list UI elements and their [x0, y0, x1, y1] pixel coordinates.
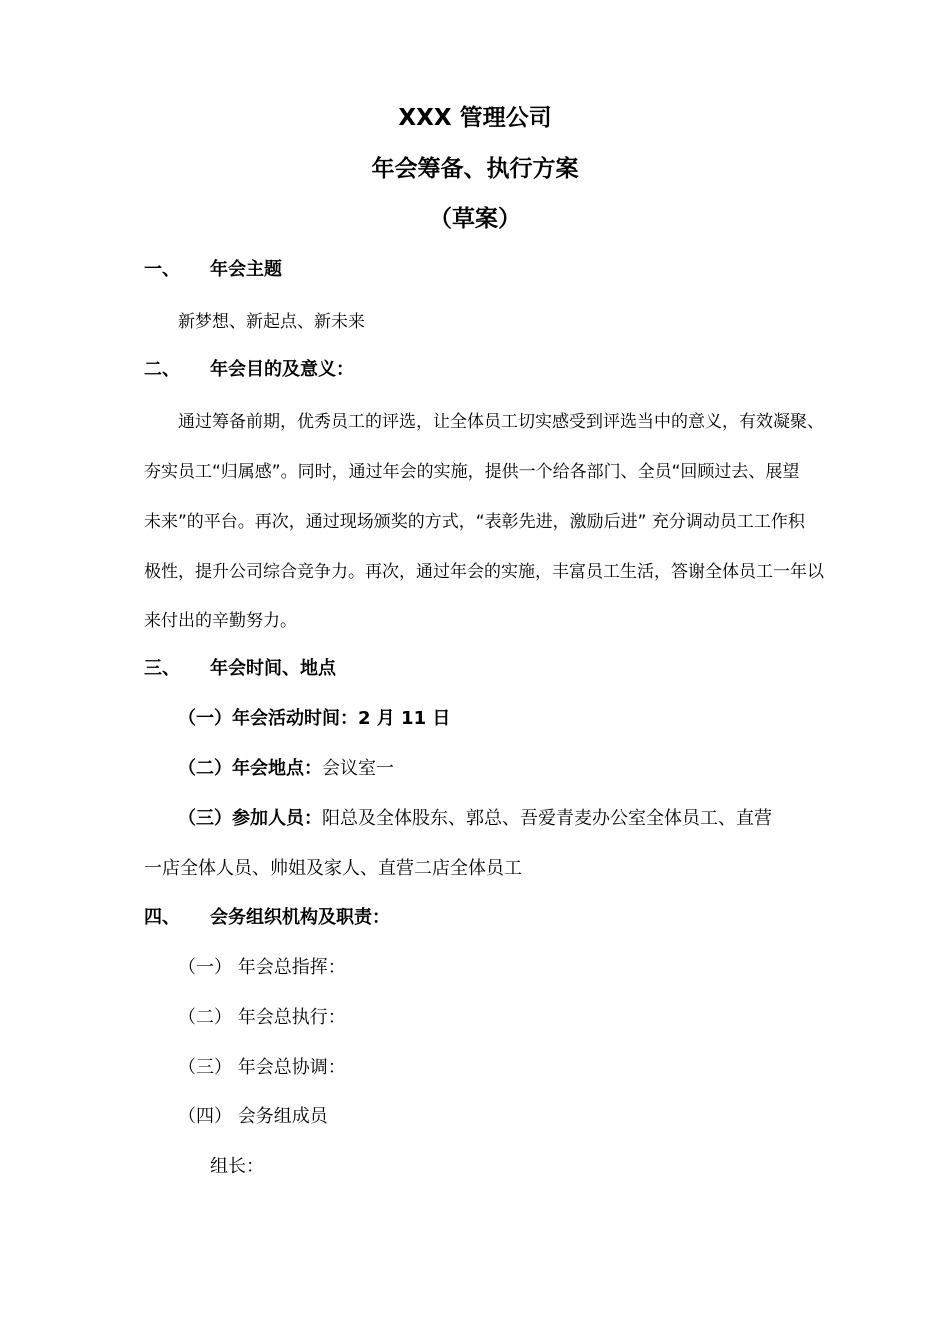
section2-number: 二、: [144, 359, 180, 380]
section3-title: 年会时间、地点: [210, 658, 336, 679]
section1-heading: [144, 258, 282, 282]
section2-paragraph-line: 未来”的平台。再次，通过现场颁奖的方式，“表彰先进，激励后进” 充分调动员工工作积: [144, 512, 805, 532]
section4-item: [178, 1056, 346, 1080]
section4-item-number: （二）: [178, 1007, 232, 1028]
section2-paragraph-line: 夯实员工“归属感”。同时，通过年会的实施，提供一个给各部门、全员“回顾过去、展望: [144, 462, 800, 482]
section2-paragraph-line: 通过筹备前期，优秀员工的评选，让全体员工切实感受到评选当中的意义，有效凝聚、: [178, 412, 824, 432]
section3-item-time: （一）年会活动时间：2 月 11 日: [178, 708, 451, 729]
section4-item-number: （一）: [178, 957, 232, 978]
section4-item-text: 会务组成员: [237, 1106, 328, 1127]
participants-continued: 一店全体人员、帅姐及家人、直营二店全体员工: [144, 858, 522, 879]
section4-item: [178, 956, 346, 980]
participants-value: 阳总及全体股东、郭总、吾爱青麦办公室全体员工、直营: [322, 808, 772, 829]
section3-item-location: [178, 757, 394, 781]
section1-number: 一、: [144, 259, 180, 280]
section4-item: [178, 1105, 328, 1129]
section3-number: 三、: [144, 658, 180, 679]
section4-item-text: 年会总指挥：: [237, 957, 346, 978]
section1-title: 年会主题: [210, 259, 282, 280]
leader-label: 组长：: [210, 1156, 264, 1177]
doc-title-draft: （草案）: [429, 206, 521, 232]
doc-title-main: 年会筹备、执行方案: [371, 156, 579, 182]
section2-paragraph-line: 来付出的辛勤努力。: [144, 611, 297, 631]
section4-item-text: 年会总执行：: [237, 1007, 346, 1028]
section4-item-text: 年会总协调：: [237, 1057, 346, 1078]
section4-item-number: （四）: [178, 1106, 232, 1127]
section2-paragraph-line: 极性，提升公司综合竞争力。再次，通过年会的实施，丰富员工生活，答谢全体员工一年以: [144, 562, 824, 582]
section4-number: 四、: [144, 907, 180, 928]
section4-title: 会务组织机构及职责：: [210, 907, 390, 928]
doc-title-company: XXX 管理公司: [398, 105, 552, 131]
location-value: 会议室一: [322, 758, 394, 779]
section4-heading: [144, 906, 390, 930]
section2-title: 年会目的及意义：: [210, 359, 354, 380]
section2-heading: [144, 358, 354, 382]
section4-item: [178, 1006, 346, 1030]
location-label: （二）年会地点：: [178, 758, 322, 779]
section3-heading: [144, 657, 336, 681]
section3-item-participants: [178, 807, 772, 831]
section4-item-number: （三）: [178, 1057, 232, 1078]
participants-label: （三）参加人员：: [178, 808, 322, 829]
section1-content: 新梦想、新起点、新未来: [178, 312, 365, 332]
